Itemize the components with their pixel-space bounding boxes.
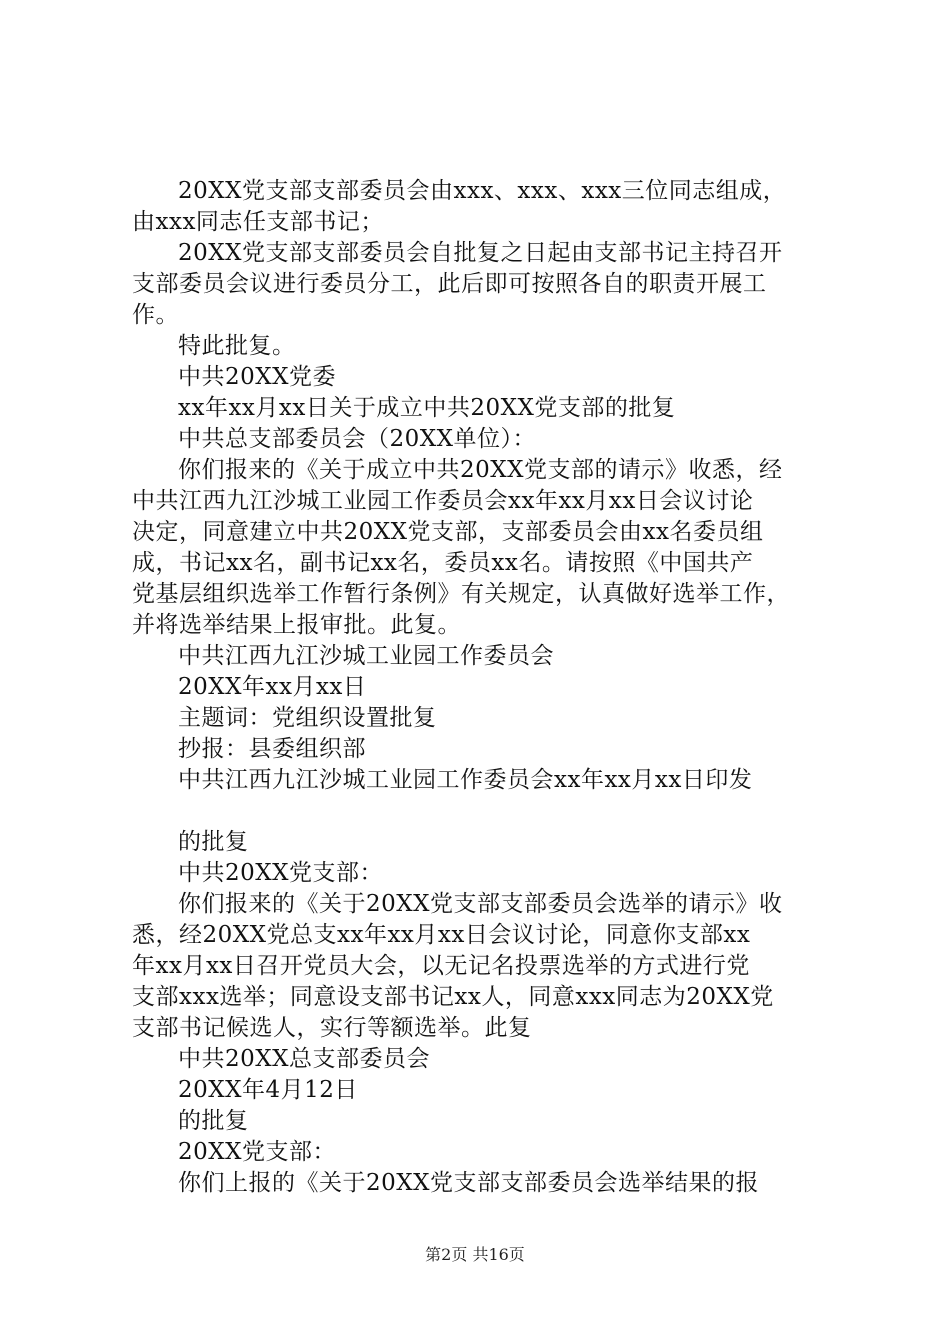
blank-line [132,796,837,827]
text-line: 抄报：县委组织部 [178,736,366,762]
document-body [132,176,837,1199]
text-line: 并将选举结果上报审批。此复。 [132,612,461,638]
text-line: 支部委员会议进行委员分工，此后即可按照各自的职责开展工 [132,271,767,297]
text-line: 由xxx同志任支部书记； [132,209,384,235]
text-line: 支部xxx选举；同意设支部书记xx人，同意xxx同志为20XX党 [132,984,774,1010]
text-line: 决定，同意建立中共20XX党支部，支部委员会由xx名委员组 [132,519,764,545]
text-line: 20XX年xx月xx日 [178,674,367,700]
text-line: 你们报来的《关于成立中共20XX党支部的请示》收悉，经 [178,457,783,483]
text-line: 中共江西九江沙城工业园工作委员会xx年xx月xx日会议讨论 [132,488,754,514]
text-line: 中共江西九江沙城工业园工作委员会 [178,643,554,669]
text-line: 年xx月xx日召开党员大会，以无记名投票选举的方式进行党 [132,953,750,979]
text-line: 中共总支部委员会（20XX单位）： [178,426,537,452]
text-line: 20XX党支部支部委员会自批复之日起由支部书记主持召开 [178,240,783,266]
text-line: 成，书记xx名，副书记xx名，委员xx名。请按照《中国共产 [132,550,754,576]
text-line: 悉，经20XX党总支xx年xx月xx日会议讨论，同意你支部xx [132,922,751,948]
text-line: 中共20XX党委 [178,364,337,390]
text-line: 主题词：党组织设置批复 [178,705,437,731]
text-line: 中共20XX党支部： [178,860,384,886]
page-number-footer: 第2页 共16页 [425,1245,525,1264]
text-line: 20XX党支部支部委员会由xxx、xxx、xxx三位同志组成， [178,178,787,204]
text-line: 20XX年4月12日 [178,1077,358,1103]
text-line: 党基层组织选举工作暂行条例》有关规定，认真做好选举工作， [132,581,790,607]
text-line: 的批复 [178,829,249,855]
text-line: 作。 [132,302,179,328]
text-line: 支部书记候选人，实行等额选举。此复 [132,1015,532,1041]
text-line: 你们报来的《关于20XX党支部支部委员会选举的请示》收 [178,891,783,917]
text-line: 中共20XX总支部委员会 [178,1046,431,1072]
text-line: xx年xx月xx日关于成立中共20XX党支部的批复 [178,395,676,421]
text-line: 的批复 [178,1108,249,1134]
text-line: 特此批复。 [178,333,296,359]
text-line: 20XX党支部： [178,1139,337,1165]
text-line: 你们上报的《关于20XX党支部支部委员会选举结果的报 [178,1170,760,1196]
text-line: 中共江西九江沙城工业园工作委员会xx年xx月xx日印发 [178,767,753,793]
